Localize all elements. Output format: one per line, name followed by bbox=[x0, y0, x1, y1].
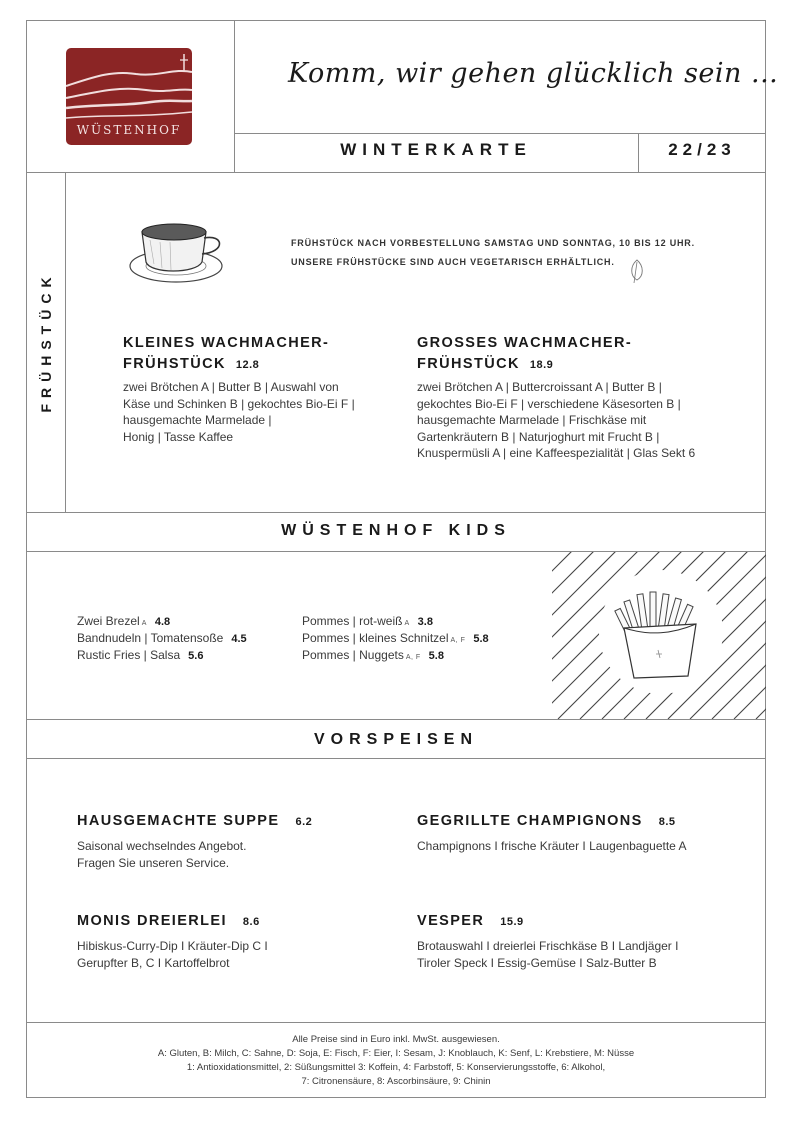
dish-price: 8.5 bbox=[658, 816, 676, 828]
dish-name: GEGRILLTE CHAMPIGNONS bbox=[417, 813, 643, 829]
french-fries-icon bbox=[610, 588, 710, 683]
logo-text: WÜSTENHOF bbox=[76, 123, 182, 137]
item-price: 5.8 bbox=[428, 650, 444, 662]
tagline: Komm, wir gehen glücklich sein ... bbox=[288, 58, 779, 89]
allergen-code: A bbox=[141, 620, 147, 627]
footer-price-note: Alle Preise sind in Euro inkl. MwSt. ausgewiesen. bbox=[292, 1034, 500, 1045]
allergen-code: A, F bbox=[450, 637, 466, 644]
dish-title bbox=[417, 811, 676, 833]
description-line: hausgemachte Marmelade | Frischkäse mit bbox=[417, 413, 647, 427]
leaf-icon bbox=[628, 258, 646, 284]
item-price: 4.5 bbox=[231, 633, 247, 645]
side-label-text: FRÜHSTÜCK bbox=[38, 271, 54, 413]
kids-item bbox=[77, 647, 203, 665]
dish-description bbox=[123, 379, 355, 445]
breakfast-note-line: FRÜHSTÜCK NACH VORBESTELLUNG SAMSTAG UND SONNTAG, 10 BIS 12 UHR. bbox=[291, 238, 695, 248]
description-line: Knuspermüsli A | eine Kaffeespezialität | Glas Sekt 6 bbox=[417, 446, 696, 460]
item-name: Pommes | Nuggets bbox=[302, 648, 404, 662]
header-line bbox=[234, 133, 766, 134]
footer-allergen-legend: A: Gluten, B: Milch, C: Sahne, D: Soja, E: Fisch, F: Eier, I: Sesam, J: Knoblauch, K: Senf, L: Krebstiere, M: Nüsse bbox=[157, 1048, 635, 1059]
dish-title-line: FRÜHSTÜCK bbox=[123, 356, 226, 372]
section-title-kids: WÜSTENHOF KIDS bbox=[281, 522, 511, 539]
breakfast-note-line: UNSERE FRÜHSTÜCKE SIND AUCH VEGETARISCH ERHÄLTLICH. bbox=[291, 257, 615, 267]
dish-price: 12.8 bbox=[235, 359, 260, 371]
item-price: 3.8 bbox=[417, 616, 433, 628]
description-line: zwei Brötchen A | Butter B | Auswahl von bbox=[123, 380, 339, 394]
item-name: Bandnudeln | Tomatensoße bbox=[77, 631, 224, 645]
coffee-cup-icon bbox=[126, 210, 228, 290]
description-line: Gerupfter B, C I Kartoffelbrot bbox=[77, 955, 230, 970]
dish-title bbox=[123, 333, 329, 376]
description-line: Gartenkräutern B | Naturjoghurt mit Frucht B | bbox=[417, 429, 660, 444]
dish-price: 8.6 bbox=[242, 916, 260, 928]
kids-item bbox=[77, 630, 247, 648]
dish-description bbox=[77, 838, 246, 871]
dish-title-line: GROSSES WACHMACHER- bbox=[417, 335, 633, 351]
item-name: Zwei Brezel bbox=[77, 614, 140, 628]
section-line bbox=[26, 719, 766, 720]
section-title-vorspeisen: VORSPEISEN bbox=[313, 731, 479, 748]
dish-title bbox=[77, 911, 260, 933]
season-label: 22/23 bbox=[668, 140, 736, 159]
description-line: hausgemachte Marmelade | bbox=[123, 413, 272, 427]
wuestenhof-logo bbox=[66, 48, 192, 145]
dish-title bbox=[417, 333, 632, 376]
description-line: Saisonal wechselndes Angebot. bbox=[77, 839, 247, 853]
side-label-divider bbox=[65, 172, 66, 512]
dish-description bbox=[77, 938, 268, 971]
dish-title bbox=[77, 811, 312, 833]
footer-additive-legend: 7: Citronensäure, 8: Ascorbinsäure, 9: Chinin bbox=[301, 1076, 491, 1087]
section-line bbox=[26, 758, 766, 759]
section-line bbox=[26, 512, 766, 513]
section-line bbox=[26, 172, 766, 173]
description-line: Tiroler Speck I Essig-Gemüse I Salz-Butter B bbox=[417, 955, 657, 970]
item-name: Pommes | rot-weiß bbox=[302, 614, 403, 628]
section-label-fruehstueck bbox=[28, 172, 64, 512]
description-line: Champignons I frische Kräuter I Laugenbaguette A bbox=[417, 839, 687, 853]
allergen-code: A bbox=[404, 620, 410, 627]
description-line: Hibiskus-Curry-Dip I Kräuter-Dip C I bbox=[77, 939, 268, 953]
item-price: 5.6 bbox=[188, 650, 204, 662]
description-line: gekochtes Bio-Ei F | verschiedene Käsesorten B | bbox=[417, 396, 681, 411]
description-line: Fragen Sie unseren Service. bbox=[77, 855, 230, 870]
section-line bbox=[26, 1022, 766, 1023]
description-line: Brotauswahl I dreierlei Frischkäse B I Landjäger I bbox=[417, 939, 679, 953]
item-name: Pommes | kleines Schnitzel bbox=[302, 631, 449, 645]
item-price: 4.8 bbox=[154, 616, 171, 628]
dish-price: 15.9 bbox=[500, 916, 524, 928]
dish-name: VESPER bbox=[417, 913, 485, 929]
footer-additive-legend: 1: Antioxidationsmittel, 2: Süßungsmittel 3: Koffein, 4: Farbstoff, 5: Konservierungsstoffe, 6: Alkohol, bbox=[186, 1062, 606, 1073]
dish-price: 6.2 bbox=[295, 816, 313, 828]
dish-name: MONIS DREIERLEI bbox=[77, 913, 227, 929]
dish-title-line: FRÜHSTÜCK bbox=[417, 356, 520, 372]
menu-title: WINTERKARTE bbox=[340, 140, 532, 159]
description-line: Käse und Schinken B | gekochtes Bio-Ei F | bbox=[123, 396, 355, 411]
dish-price: 18.9 bbox=[529, 359, 554, 371]
dish-description bbox=[417, 938, 678, 971]
dish-title bbox=[417, 911, 524, 933]
dish-name: HAUSGEMACHTE SUPPE bbox=[77, 813, 280, 829]
description-line: zwei Brötchen A | Buttercroissant A | Butter B | bbox=[417, 380, 662, 394]
item-name: Rustic Fries | Salsa bbox=[77, 648, 181, 662]
dish-description bbox=[417, 379, 695, 462]
kids-item bbox=[302, 647, 444, 666]
item-price: 5.8 bbox=[473, 633, 489, 645]
allergen-code: A, F bbox=[405, 654, 421, 661]
dish-description bbox=[417, 838, 687, 855]
dish-title-line: KLEINES WACHMACHER- bbox=[123, 335, 330, 351]
description-line: Honig | Tasse Kaffee bbox=[123, 429, 234, 444]
